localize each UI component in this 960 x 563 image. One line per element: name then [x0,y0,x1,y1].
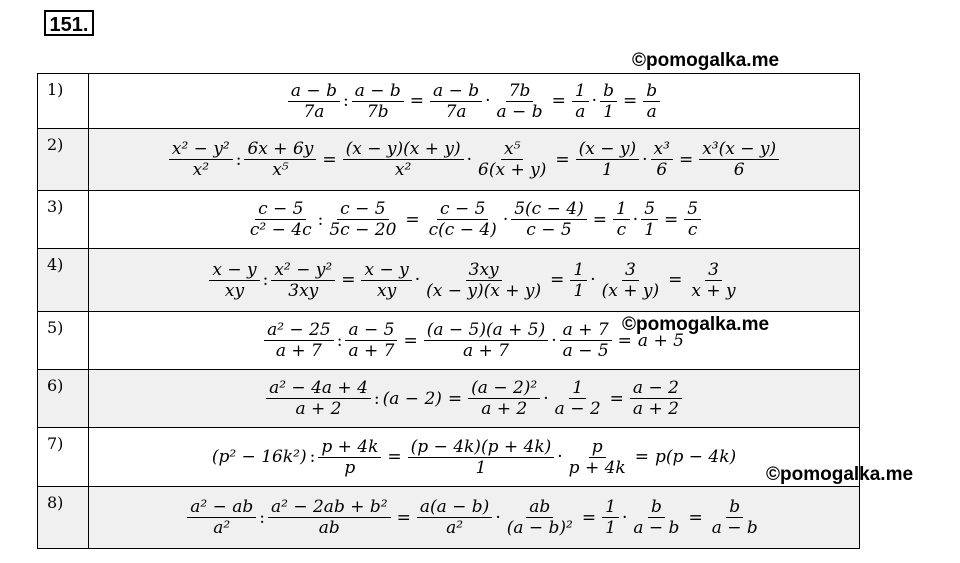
operator: : [317,209,324,230]
problem-number: 151. [44,10,94,36]
equation [207,260,740,301]
fraction [361,260,411,301]
operator: · [590,270,596,290]
operator: : [336,330,343,351]
denominator: c [616,220,627,240]
fraction [641,199,658,240]
denominator: 1 [605,518,616,538]
solution-row [38,487,860,549]
denominator: x + y [691,280,736,301]
operator: · [485,91,491,111]
denominator: 1 [603,101,614,122]
numerator: b [600,81,617,102]
operator: = [664,209,679,230]
denominator: (a − b)² [506,518,573,538]
denominator: p [344,457,356,478]
operator: = [592,209,607,230]
fraction [271,260,335,301]
watermark-top: ©pomogalka.me [632,50,780,71]
watermark-middle: ©pomogalka.me [622,314,770,335]
denominator: (x − y)(x + y) [426,280,542,301]
numerator: c − 5 [337,199,388,220]
fraction [613,199,630,240]
numerator: (p − 4k)(p + 4k) [408,437,555,458]
denominator: a² [446,518,464,538]
fraction [244,139,316,180]
denominator: x² [394,160,412,180]
operator: : [259,507,265,528]
fraction [209,260,259,301]
fraction [408,437,555,478]
operator: = [396,507,411,528]
fraction [326,199,399,240]
row-expression [89,129,860,191]
fraction [572,81,589,122]
numerator: ab [526,497,553,518]
solution-row [38,129,860,191]
fraction [511,199,586,240]
denominator: 6(x + y) [478,160,547,180]
equation [286,81,662,122]
denominator: a + 2 [295,399,342,419]
denominator: 7a [445,101,467,122]
fraction [169,139,233,180]
numerator: 5 [684,199,701,220]
equation [167,139,781,180]
solution-row [38,370,860,428]
fraction [602,497,619,538]
numerator: x² − y² [271,260,335,281]
fraction [566,437,629,478]
fraction [187,497,256,538]
equation [185,497,763,538]
numerator: 6x + 6y [244,139,316,160]
numerator: 1 [569,378,586,399]
denominator: (x + y) [601,280,660,301]
fraction [630,497,682,538]
numerator: 3 [705,260,722,281]
operator: = [678,149,694,170]
numerator: (x − y) [576,139,640,160]
numerator: a − b [288,81,340,102]
denominator: a − 2 [554,399,601,419]
operator: · [632,209,639,230]
numerator: x³(x − y) [699,139,779,160]
denominator: 6 [656,160,668,180]
denominator: a − 5 [562,341,609,361]
fraction [423,260,544,301]
fraction [560,320,612,361]
denominator: x² [192,160,210,180]
fraction [709,497,761,538]
row-expression [89,370,860,428]
fraction [599,260,663,301]
operator: = [668,270,683,290]
operator: · [591,91,598,111]
equation [210,437,738,478]
operator: = [322,149,337,170]
denominator: a + 7 [275,341,322,361]
fraction [288,81,340,122]
fraction [345,320,397,361]
solution-row [38,428,860,487]
operator: = [405,209,420,230]
denominator: 3xy [288,280,319,301]
fraction [504,497,576,538]
fraction [688,260,738,301]
denominator: a + 2 [481,399,528,419]
denominator: 5c − 20 [329,220,397,240]
denominator: 6 [733,160,745,180]
operator: · [543,388,549,409]
numerator: (a − 5)(a + 5) [424,320,549,341]
numerator: 1 [572,81,589,102]
operator: = [617,330,632,351]
numerator: 5(c − 4) [511,199,586,220]
denominator: xy [376,280,397,301]
operator: : [373,388,380,409]
numerator: x − y [361,260,411,281]
watermark-bottom: ©pomogalka.me [766,464,914,485]
numerator: a² − 25 [264,320,334,341]
operator: = [555,149,570,170]
expression-term: p(p − 4k) [654,447,737,467]
row-expression [89,312,860,370]
numerator: a² − 4a + 4 [266,378,371,399]
fraction [699,139,779,180]
expression-term: (p² − 16k²) [211,447,307,467]
numerator: b [648,497,665,518]
row-expression [89,487,860,549]
operator: · [495,507,501,528]
operator: · [557,447,563,467]
numerator: a² − ab [187,497,256,518]
denominator: a² [213,518,231,538]
denominator: a + 2 [632,399,679,419]
numerator: x³ [651,139,673,160]
operator: · [642,149,648,170]
numerator: b [726,497,743,518]
numerator: x⁵ [501,139,523,160]
operator: · [621,507,628,528]
denominator: a + 7 [348,341,395,361]
denominator: 1 [644,220,656,240]
numerator: a² − 2ab + b² [268,497,391,518]
row-expression [89,191,860,249]
denominator: x⁵ [272,160,289,180]
numerator: 1 [602,497,619,518]
fraction [343,139,464,180]
equation [262,320,686,361]
operator: : [309,447,316,467]
operator: = [550,270,565,290]
row-label: 2) [38,129,89,191]
fraction [651,139,673,180]
fraction [576,139,640,180]
fraction [570,260,587,301]
numerator: a − 5 [345,320,397,341]
operator: : [262,270,269,290]
numerator: 7b [506,81,534,102]
numerator: 1 [570,260,587,281]
operator: · [502,209,509,230]
fraction [643,81,660,122]
numerator: p + 4k [318,437,381,458]
row-label: 6) [38,370,89,428]
denominator: c(c − 4) [428,220,497,240]
denominator: 7a [303,101,325,122]
solution-row [38,74,860,129]
numerator: a − b [430,81,482,102]
fraction [430,81,482,122]
numerator: 1 [613,199,630,220]
row-label: 4) [38,249,89,312]
expression-term: a + 5 [637,330,684,351]
operator: = [409,91,425,111]
operator: = [581,507,597,528]
fraction [468,378,540,419]
denominator: a + 7 [462,341,509,361]
numerator: 3 [622,260,639,281]
fraction [266,378,371,419]
operator: · [551,330,557,351]
row-expression [89,428,860,487]
row-label: 3) [38,191,89,249]
denominator: c − 5 [526,220,572,240]
fraction [494,81,546,122]
fraction [318,437,381,478]
denominator: a [646,101,657,122]
equation [264,378,684,419]
solutions-table [37,73,860,549]
denominator: a − b [496,101,543,122]
row-label: 7) [38,428,89,487]
operator: · [466,149,473,170]
numerator: a − b [352,81,404,102]
denominator: xy [224,280,245,301]
operator: : [342,91,349,111]
denominator: 1 [573,280,585,301]
denominator: c² − 4c [249,220,312,240]
fraction [552,378,604,419]
operator: · [414,270,421,290]
fraction [630,378,682,419]
fraction [247,199,315,240]
fraction [600,81,617,122]
solution-row [38,191,860,249]
operator: = [447,388,463,409]
row-label: 1) [38,74,89,129]
fraction [424,320,549,361]
numerator: x² − y² [169,139,233,160]
denominator: a − b [633,518,680,538]
numerator: (x − y)(x + y) [343,139,464,160]
expression-term: (a − 2) [382,388,442,409]
operator: = [622,91,638,111]
numerator: c − 5 [255,199,306,220]
operator: = [387,447,402,467]
numerator: 5 [641,199,658,220]
numerator: x − y [209,260,259,281]
solution-row [38,312,860,370]
operator: = [634,447,649,467]
denominator: a [575,101,586,122]
row-expression [89,249,860,312]
row-expression [89,74,860,129]
numerator: p [589,437,606,458]
fraction [475,139,549,180]
denominator: p + 4k [568,457,626,478]
denominator: 1 [475,457,487,478]
numerator: c − 5 [437,199,488,220]
denominator: 1 [601,160,613,180]
fraction [417,497,492,538]
row-label: 8) [38,487,89,549]
operator: = [609,388,624,409]
fraction [264,320,334,361]
equation [245,199,703,240]
operator: : [235,149,242,170]
numerator: a(a − b) [417,497,492,518]
fraction [684,199,701,240]
fraction [426,199,500,240]
row-label: 5) [38,312,89,370]
numerator: 3xy [466,260,502,281]
denominator: 7b [366,101,389,122]
numerator: a − 2 [630,378,682,399]
denominator: c [687,220,698,240]
operator: = [551,91,566,111]
operator: = [688,507,703,528]
denominator: a − b [711,518,758,538]
numerator: a + 7 [560,320,612,341]
fraction [352,81,404,122]
fraction [268,497,391,538]
solution-row [38,249,860,312]
denominator: ab [318,518,340,538]
numerator: b [643,81,660,102]
numerator: (a − 2)² [468,378,540,399]
operator: = [403,330,418,351]
operator: = [341,270,356,290]
